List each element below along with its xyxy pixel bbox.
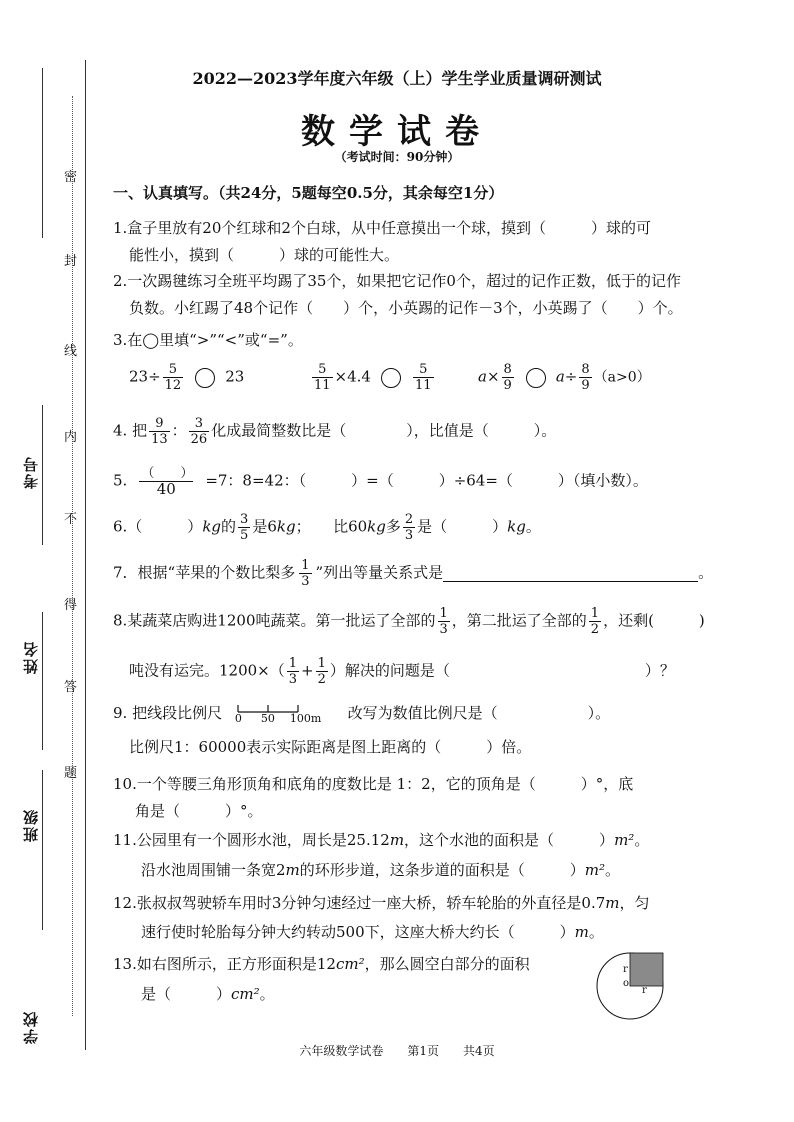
q4-text: ：: [171, 421, 187, 440]
q8-text: +: [301, 661, 314, 680]
q5-text: 5.: [113, 471, 128, 490]
denominator: 2: [317, 672, 326, 687]
numerator: 8: [503, 362, 512, 377]
question-3-expression-1: [129, 362, 244, 393]
question-10-line-1: 10.一个等腰三角形顶角和底角的度数比是 1：2，它的顶角是（ ）°，底: [113, 775, 634, 793]
numerator: 3: [189, 416, 210, 432]
circle-square-icon: [596, 952, 666, 1022]
question-3-prompt: 3.在◯里填“>”“<”或“=”。: [113, 331, 303, 349]
fraction: [438, 606, 450, 637]
fraction: [502, 362, 514, 393]
exam-time: （考试时间：90分钟）: [334, 150, 460, 164]
seal-char: 密: [64, 170, 78, 185]
numerator: 1: [439, 606, 448, 621]
page-title: 数学试卷: [301, 112, 493, 152]
numerator: 5: [312, 362, 333, 378]
seal-char: 得: [64, 598, 78, 613]
q7-text: ”列出等量关系式是: [315, 563, 444, 582]
fraction: [287, 656, 299, 687]
question-12-line-2: [141, 922, 604, 942]
numerator: 1: [317, 656, 326, 671]
denominator: 26: [190, 432, 208, 447]
question-10-line-2: 角是（ ）°。: [135, 802, 263, 820]
unit-kg: kg: [507, 517, 526, 536]
q7-text: 7．根据“苹果的个数比梨多: [113, 563, 296, 582]
numerator: 1: [590, 606, 600, 621]
q8-text: ，第二批运了全部的: [451, 611, 587, 630]
question-13-line-2: [141, 984, 275, 1004]
question-1-line-2: 能性小，摸到（ ）球的可能性大。: [129, 246, 400, 264]
numerator: 2: [404, 512, 414, 527]
fraction: [316, 656, 328, 687]
numerator: 1: [301, 558, 310, 573]
denominator: 2: [590, 622, 600, 637]
expr-text: 23÷: [129, 367, 161, 386]
denominator: 3: [439, 622, 448, 637]
q8-text: 8.某蔬菜店购进1200吨蔬菜。第一批运了全部的: [113, 611, 436, 630]
exam-number-label: 考号: [22, 455, 40, 489]
fraction: [413, 362, 434, 393]
fraction: [403, 512, 415, 543]
q8-text: ，还剩( ): [603, 611, 705, 630]
numerator: 5: [163, 362, 184, 378]
denominator: 11: [414, 378, 432, 393]
circle-square-figure: [596, 952, 666, 1022]
q13-text: ，那么圆空白部分的面积: [364, 955, 530, 973]
unit-kg: kg: [276, 517, 296, 536]
unit-kg: kg: [202, 517, 222, 536]
q6-text: 是（ ）: [417, 517, 508, 536]
margin-rule-dotted: [72, 96, 73, 1016]
numerator: 9: [149, 416, 170, 432]
q9-text: 改写为数值比例尺是（ ）。: [347, 704, 611, 722]
fraction: [163, 362, 184, 393]
line-scale: [235, 702, 335, 726]
q11-text: 沿水池周围铺一条宽2: [141, 861, 286, 879]
question-9-line-1: [113, 702, 610, 726]
question-5: [113, 466, 648, 497]
seal-char: 题: [64, 766, 78, 781]
question-2-line-2: 负数。小红踢了48个记作（ ）个，小英踢的记作－3个，小英踢了（ ）个。: [129, 299, 683, 317]
denominator: 3: [288, 672, 298, 687]
q11-text: 的环形步道，这条步道的面积是（ ）: [299, 861, 585, 879]
question-2-line-1: 2.一次踢毽练习全班平均踢了35个，如果把它记作0个，超过的记作正数，低于的记作: [113, 272, 681, 290]
fraction: [189, 416, 210, 447]
q8-text: 吨没有运完。1200×（: [129, 661, 285, 680]
denominator: 11: [314, 378, 331, 393]
q6-text: 多: [385, 517, 401, 536]
denominator: 3: [404, 528, 414, 543]
fraction: [589, 606, 601, 637]
seal-char: 线: [64, 344, 78, 359]
question-6: [113, 512, 541, 543]
question-8-line-2: [129, 656, 675, 687]
q9-text: 9. 把线段比例尺: [113, 704, 223, 722]
variable-a: a: [555, 367, 565, 386]
unit-m: m: [574, 923, 589, 941]
seal-char: 答: [64, 680, 78, 695]
compare-circle[interactable]: [195, 368, 215, 388]
fraction: [139, 466, 193, 497]
q11-text: 。: [605, 861, 621, 879]
exam-header: 2022—2023学年度六年级（上）学生学业质量调研测试: [192, 69, 602, 88]
seal-char: 封: [64, 254, 78, 269]
scale-tick-label: 50: [260, 712, 275, 725]
numerator: 5: [413, 362, 434, 378]
unit-kg: kg: [367, 517, 386, 536]
q11-text: ，这个水池的面积是（ ）: [404, 831, 615, 849]
denominator: 40: [156, 480, 176, 498]
question-7: [113, 558, 713, 589]
expr-text: ÷: [564, 367, 578, 386]
figure-label-o: o: [623, 978, 630, 989]
fraction: [579, 362, 591, 393]
q4-text: 4. 把: [113, 421, 148, 440]
denominator: 9: [581, 378, 590, 393]
page-footer: 六年级数学试卷 第1页 共4页: [299, 1044, 495, 1058]
numerator: 1: [288, 656, 298, 671]
question-8-line-1: [113, 606, 705, 637]
fraction: [299, 558, 311, 589]
margin-rule-solid: [85, 60, 86, 1050]
q6-text: ； 比60: [295, 517, 368, 536]
question-3-expression-2: [310, 362, 436, 393]
q7-text: 。: [698, 563, 714, 582]
denominator: 3: [301, 574, 310, 589]
denominator: 13: [151, 432, 168, 447]
margin-rule-outer: [42, 612, 43, 750]
class-label: 班级: [22, 808, 40, 842]
variable-a: a: [478, 367, 487, 386]
q6-text: 的: [221, 517, 237, 536]
q8-text: ）解决的问题是（ ）？: [329, 661, 675, 680]
q12-text: 。: [588, 923, 604, 941]
q6-text: 。: [525, 517, 541, 536]
question-11-line-2: [141, 860, 620, 880]
compare-circle[interactable]: [381, 368, 401, 388]
numerator: （ ）: [141, 466, 194, 481]
q12-text: ，匀: [619, 894, 650, 912]
margin-rule-outer: [42, 770, 43, 930]
q11-text: 11.公园里有一个圆形水池，周长是25.12: [113, 831, 390, 849]
unit-m: m: [605, 894, 620, 912]
seal-char: 内: [64, 430, 78, 445]
expr-text: 23: [225, 367, 245, 386]
q13-text: 13.如右图所示，正方形面积是12: [113, 955, 336, 973]
fraction: [238, 512, 250, 543]
scale-tick-label: 0: [234, 712, 242, 725]
unit-cm2: cm²: [231, 985, 260, 1003]
question-11-line-1: [113, 830, 649, 850]
q5-text: =7：8=42：（ ）=（ ）÷64=（ ）（填小数）。: [205, 471, 648, 490]
unit-m2: m²: [614, 831, 635, 849]
question-3-expression-3: [478, 362, 651, 393]
denominator: 9: [503, 378, 512, 393]
numerator: 8: [581, 362, 590, 377]
question-1-line-1: 1.盒子里放有20个红球和2个白球，从中任意摸出一个球，摸到（ ）球的可: [113, 219, 651, 237]
q4-text: 化成最简整数比是（ ），比值是（ ）。: [211, 421, 557, 440]
unit-m2: m²: [584, 861, 606, 879]
seal-char: 不: [64, 512, 78, 527]
q12-text: 12.张叔叔驾驶轿车用时3分钟匀速经过一座大桥，轿车轮胎的外直径是0.7: [113, 894, 606, 912]
unit-m: m: [389, 831, 405, 849]
q13-text: 。: [259, 985, 275, 1003]
scale-tick-label: 100m: [289, 712, 322, 725]
expr-text: ×: [486, 367, 500, 386]
name-label: 姓名: [22, 640, 40, 674]
fraction: [149, 416, 170, 447]
figure-label-r: r: [642, 985, 647, 996]
q11-text: 。: [634, 831, 650, 849]
figure-label-r: r: [623, 964, 628, 975]
section-heading: 一、认真填写。（共24分，5题每空0.5分，其余每空1分）: [113, 184, 504, 202]
answer-line[interactable]: [443, 565, 698, 582]
unit-m: m: [285, 861, 300, 879]
condition: （a>0）: [593, 369, 651, 386]
fraction: [312, 362, 333, 393]
school-label: 学校: [22, 1010, 40, 1044]
expr-text: ×4.4: [334, 367, 371, 386]
compare-circle[interactable]: [526, 368, 546, 388]
denominator: 5: [240, 528, 249, 543]
margin-rule-outer: [42, 405, 43, 545]
question-13-line-1: [113, 954, 530, 974]
q6-text: 是6: [252, 517, 277, 536]
question-9-line-2: 比例尺1：60000表示实际距离是图上距离的（ ）倍。: [129, 738, 532, 756]
denominator: 12: [164, 378, 182, 393]
q12-text: 速行使时轮胎每分钟大约转动500下，这座大桥大约长（ ）: [141, 923, 575, 941]
q6-text: 6.（ ）: [113, 517, 203, 536]
q13-text: 是（ ）: [141, 985, 232, 1003]
question-12-line-1: [113, 893, 650, 913]
numerator: 3: [240, 512, 249, 527]
unit-cm2: cm²: [335, 955, 365, 973]
question-4: [113, 416, 556, 447]
